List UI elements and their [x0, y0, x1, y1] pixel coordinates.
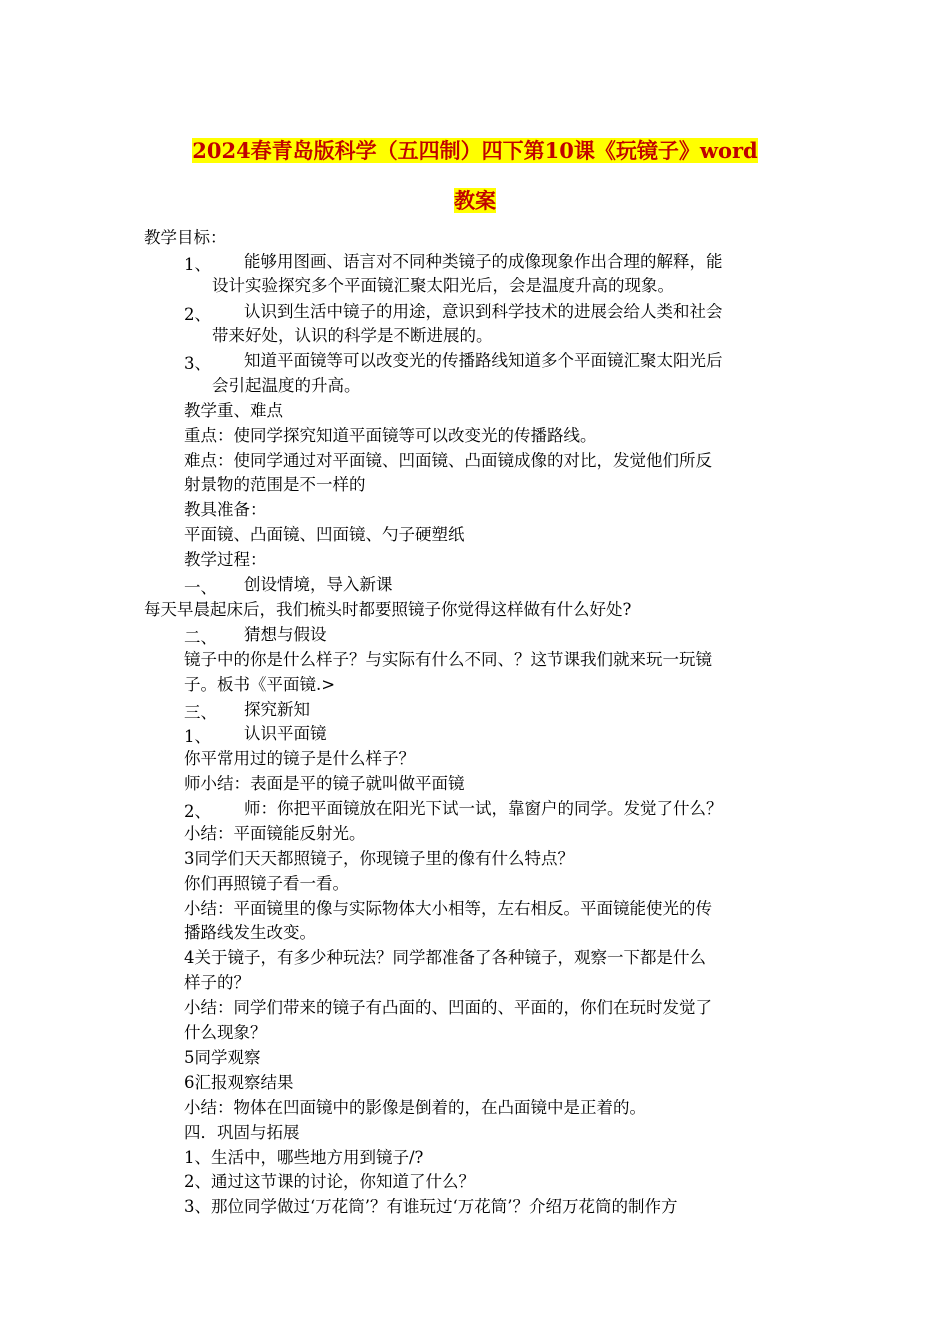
step-body: 镜子中的你是什么样子？与实际有什么不同、？这节课我们就来玩一玩镜	[184, 650, 712, 669]
difficult-point-cont: 射景物的范围是不一样的	[184, 475, 366, 494]
paragraph-cont: 样子的？	[184, 973, 250, 992]
document-title-line-2: 教案	[454, 188, 496, 213]
key-point: 重点：使同学探究知道平面镜等可以改变光的传播路线。	[184, 426, 597, 445]
paragraph: 你们再照镜子看一看。	[184, 874, 349, 893]
summary: 小结：平面镜里的像与实际物体大小相等，左右相反。平面镜能使光的传	[184, 899, 712, 918]
key-heading: 教学重、难点	[184, 401, 283, 420]
paragraph: 4关于镜子，有多少种玩法？同学都准备了各种镜子，观察一下都是什么	[184, 948, 706, 967]
tools-heading: 教具准备：	[184, 500, 267, 519]
document-title-line-1: 2024春青岛版科学（五四制）四下第10课《玩镜子》word	[192, 138, 758, 163]
difficult-point: 难点：使同学通过对平面镜、凹面镜、凸面镜成像的对比，发觉他们所反	[184, 451, 712, 470]
process-heading: 教学过程：	[184, 550, 267, 569]
paragraph: 5同学观察	[184, 1048, 261, 1067]
paragraph: 6汇报观察结果	[184, 1073, 294, 1092]
summary: 小结：同学们带来的镜子有凸面的、凹面的、平面的，你们在玩时发觉了	[184, 998, 712, 1017]
summary-cont: 播路线发生改变。	[184, 923, 316, 942]
summary: 小结：物体在凹面镜中的影像是倒着的，在凸面镜中是正着的。	[184, 1098, 646, 1117]
exercise-item: 3、那位同学做过‘万花筒’？有谁玩过‘万花筒’？介绍万花筒的制作方	[184, 1197, 678, 1216]
summary: 小结：平面镜能反射光。	[184, 824, 366, 843]
step-heading: 四．巩固与拓展	[184, 1123, 300, 1142]
summary: 师小结：表面是平的镜子就叫做平面镜	[184, 774, 465, 793]
tools-list: 平面镜、凸面镜、凹面镜、勺子硬塑纸	[184, 525, 465, 544]
objectives-heading: 教学目标：	[144, 228, 227, 247]
exercise-item: 1、生活中，哪些地方用到镜子/?	[184, 1148, 424, 1167]
summary-cont: 什么现象？	[184, 1023, 267, 1042]
document-page: 2024春青岛版科学（五四制）四下第10课《玩镜子》word 教案 教学目标： 1、 能够用图画、语言对不同种类镜子的成像现象作出合理的解释，能 设计实验探究多个平面镜汇聚太阳光后，会是温度升高的现象。 2、 认识到生活中镜子的用途，意识到科学技术的进展会给人类和社会 带来好处，认识的科学是不断进展的。 3、 知道平面镜等可以改变光的传播路线知道多个平面镜汇聚太阳光后 会引起温度的升高。 教学重、难点 重点：使同学探究知道平面镜等可以改变光的传播路线。 难点：使同学通过对平面镜、凹面镜、凸面镜成像的对比，发觉他们所反 射景物的范围是不一样的 教具准备： 平面镜、凸面镜、凹面镜、勺子硬塑纸 教学过程： 一、 创设情境，导入新课 每天早晨起床后，我们梳头时都要照镜子你觉得这样做有什么好处? 二、 猜想与假设 镜子中的你是什么样子？与实际有什么不同、？这节课我们就来玩一玩镜 子。板书《平面镜.> 三、 探究新知 1、 认识平面镜 你平常用过的镜子是什么样子？ 师小结：表面是平的镜子就叫做平面镜 2、 师：你把平面镜放在阳光下试一试，靠窗户的同学。发觉了什么？ 小结：平面镜能反射光。 3同学们天天都照镜子，你现镜子里的像有什么特点？ 你们再照镜子看一看。 小结：平面镜里的像与实际物体大小相等，左右相反。平面镜能使光的传 播路线发生改变。 4关于镜子，有多少种玩法？同学都准备了各种镜子，观察一下都是什么 样子的？ 小结：同学们带来的镜子有凸面的、凹面的、平面的，你们在玩时发觉了 什么现象？ 5同学观察 6汇报观察结果 小结：物体在凹面镜中的影像是倒着的，在凸面镜中是正着的。 四．巩固与拓展 1、生活中，哪些地方用到镜子/? 2、通过这节课的讨论，你知道了什么？ 3、那位同学做过‘万花筒’？有谁玩过‘万花筒’？介绍万花筒的制作方	[0, 0, 950, 1344]
step-body-cont: 子。板书《平面镜.>	[184, 675, 336, 694]
paragraph: 3同学们天天都照镜子，你现镜子里的像有什么特点？	[184, 849, 574, 868]
step-body: 每天早晨起床后，我们梳头时都要照镜子你觉得这样做有什么好处?	[144, 600, 632, 619]
paragraph: 你平常用过的镜子是什么样子？	[184, 749, 415, 768]
exercise-item: 2、通过这节课的讨论，你知道了什么？	[184, 1172, 475, 1191]
